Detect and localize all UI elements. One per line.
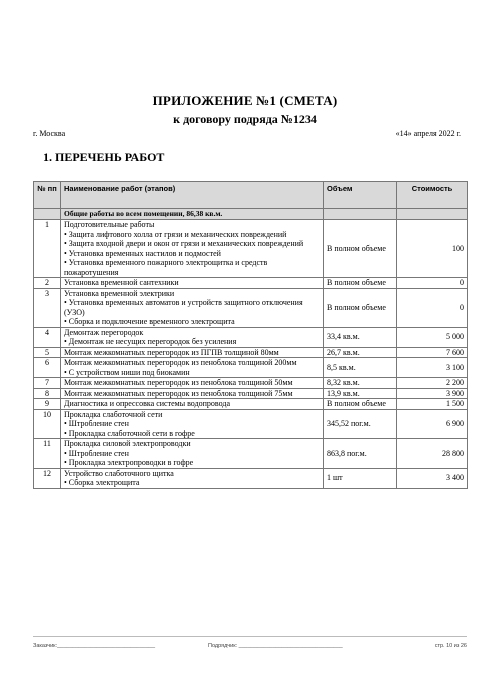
work-subitem: • Защита входной двери и окон от грязи и механических повреждений xyxy=(64,239,304,248)
table-row xyxy=(34,288,468,327)
row-volume: 863,8 пог.м. xyxy=(324,439,397,469)
city-label: г. Москва xyxy=(33,129,66,138)
row-cost: 3 900 xyxy=(397,388,468,399)
table-row xyxy=(34,358,468,378)
row-number: 2 xyxy=(34,278,61,289)
row-number: 6 xyxy=(34,358,61,378)
header-cost: Стоимость xyxy=(397,182,468,209)
work-subitem: • Сборка электрощита xyxy=(64,478,140,487)
row-work-name xyxy=(61,388,324,399)
document-subtitle: к договору подряда №1234 xyxy=(173,112,317,126)
work-subitem: • Штробление стен xyxy=(64,419,129,428)
row-work-name xyxy=(61,378,324,389)
row-cost: 5 000 xyxy=(397,327,468,347)
work-title: Монтаж межкомнатных перегородок из пеноблока толщиной 200мм xyxy=(64,358,297,367)
table-row xyxy=(34,468,468,488)
section-title: 1. ПЕРЕЧЕНЬ РАБОТ xyxy=(43,150,165,164)
row-work-name xyxy=(61,409,324,439)
work-title: Демонтаж перегородок xyxy=(64,327,144,337)
general-row-volume xyxy=(324,209,397,220)
table-row xyxy=(34,220,468,278)
row-cost: 100 xyxy=(397,220,468,278)
table-row xyxy=(34,399,468,410)
work-subitem: • Прокладка слаботочной сети в гофре xyxy=(64,428,195,438)
row-work-name xyxy=(61,439,324,469)
work-title: Диагностика и опрессовка системы водопровода xyxy=(64,399,231,408)
work-title: Установка временной электрики xyxy=(64,288,175,298)
general-row-cost xyxy=(397,209,468,220)
row-work-name xyxy=(61,468,324,488)
general-row-num xyxy=(34,209,61,220)
row-cost: 0 xyxy=(397,288,468,327)
row-work-name xyxy=(61,327,324,347)
work-title: Монтаж межкомнатных перегородок из пеноблока толщиной 75мм xyxy=(64,388,293,398)
row-volume: 8,32 кв.м. xyxy=(324,378,397,389)
row-volume: 1 шт xyxy=(324,468,397,488)
row-work-name xyxy=(61,358,324,378)
table-row xyxy=(34,378,468,389)
work-title: Монтаж межкомнатных перегородок из пеноблока толщиной 50мм xyxy=(64,378,293,387)
row-number: 1 xyxy=(34,220,61,278)
work-title: Прокладка силовой электропроводки xyxy=(64,439,191,448)
row-cost: 28 800 xyxy=(397,439,468,469)
work-subitem: • Установка временных автоматов и устройств защитного отключения (УЗО) xyxy=(64,298,303,317)
row-number: 8 xyxy=(34,388,61,399)
page-number: стр. 10 из 26 xyxy=(434,643,467,649)
row-volume: В полном объеме xyxy=(324,220,397,278)
row-cost: 1 500 xyxy=(397,399,468,410)
row-cost: 3 100 xyxy=(397,358,468,378)
row-number: 4 xyxy=(34,327,61,347)
row-cost: 3 400 xyxy=(397,468,468,488)
header-num: № пп xyxy=(34,182,61,209)
row-cost: 6 900 xyxy=(397,409,468,439)
work-title: Установка временной сантехники xyxy=(64,278,179,287)
contractor-signature-line: Подрядчик: __________________________________ xyxy=(208,643,343,649)
row-number: 9 xyxy=(34,399,61,410)
work-subitem: • Установка временного пожарного электрощитка и средств пожаротушения xyxy=(64,258,268,277)
row-volume: 33,4 кв.м. xyxy=(324,327,397,347)
row-number: 11 xyxy=(34,439,61,469)
work-subitem: • Сборка и подключение временного электрощита xyxy=(64,317,235,326)
work-title: Устройство слаботочного щитка xyxy=(64,468,174,478)
row-cost: 7 600 xyxy=(397,347,468,358)
date-label: «14» апреля 2022 г. xyxy=(395,129,461,138)
row-cost: 2 200 xyxy=(397,378,468,389)
table-row xyxy=(34,347,468,358)
table-row xyxy=(34,409,468,439)
work-subitem: • Штробление стен xyxy=(64,448,129,458)
table-row xyxy=(34,278,468,289)
row-number: 12 xyxy=(34,468,61,488)
row-number: 7 xyxy=(34,378,61,389)
row-work-name xyxy=(61,278,324,289)
work-title: Прокладка слаботочной сети xyxy=(64,409,163,419)
work-subitem: • С устройством ниши под биокамин xyxy=(64,367,190,377)
work-subitem: • Установка временных настилов и подмостей xyxy=(64,248,221,258)
row-volume: 13,9 кв.м. xyxy=(324,388,397,399)
work-subitem: • Прокладка электропроводки в гофре xyxy=(64,458,194,467)
works-table xyxy=(33,181,468,489)
row-number: 3 xyxy=(34,288,61,327)
row-number: 5 xyxy=(34,347,61,358)
row-volume: 26,7 кв.м. xyxy=(324,347,397,358)
row-volume: В полном объеме xyxy=(324,288,397,327)
header-name: Наименование работ (этапов) xyxy=(61,182,324,209)
row-work-name xyxy=(61,220,324,278)
table-row xyxy=(34,388,468,399)
general-row-label: Общие работы во всем помещении, 86,38 кв.м. xyxy=(61,209,324,220)
work-subitem: • Защита лифтового холла от грязи и механических повреждений xyxy=(64,229,287,239)
row-volume: В полном объеме xyxy=(324,399,397,410)
row-work-name xyxy=(61,347,324,358)
table-row xyxy=(34,439,468,469)
customer-signature-line: Заказчик:________________________________ xyxy=(33,643,155,649)
work-title: Подготовительные работы xyxy=(64,220,155,229)
document-title: ПРИЛОЖЕНИЕ №1 (СМЕТА) xyxy=(152,93,338,108)
table-row xyxy=(34,327,468,347)
row-cost: 0 xyxy=(397,278,468,289)
row-number: 10 xyxy=(34,409,61,439)
footer-divider xyxy=(33,636,467,637)
row-work-name xyxy=(61,399,324,410)
row-volume: В полном объеме xyxy=(324,278,397,289)
row-volume: 8,5 кв.м. xyxy=(324,358,397,378)
row-work-name xyxy=(61,288,324,327)
header-volume: Объем xyxy=(324,182,397,209)
work-title: Монтаж межкомнатных перегородок из ПГПВ толщиной 80мм xyxy=(64,347,279,357)
work-subitem: • Демонтаж не несущих перегородок без усиления xyxy=(64,337,237,346)
row-volume: 345,52 пог.м. xyxy=(324,409,397,439)
